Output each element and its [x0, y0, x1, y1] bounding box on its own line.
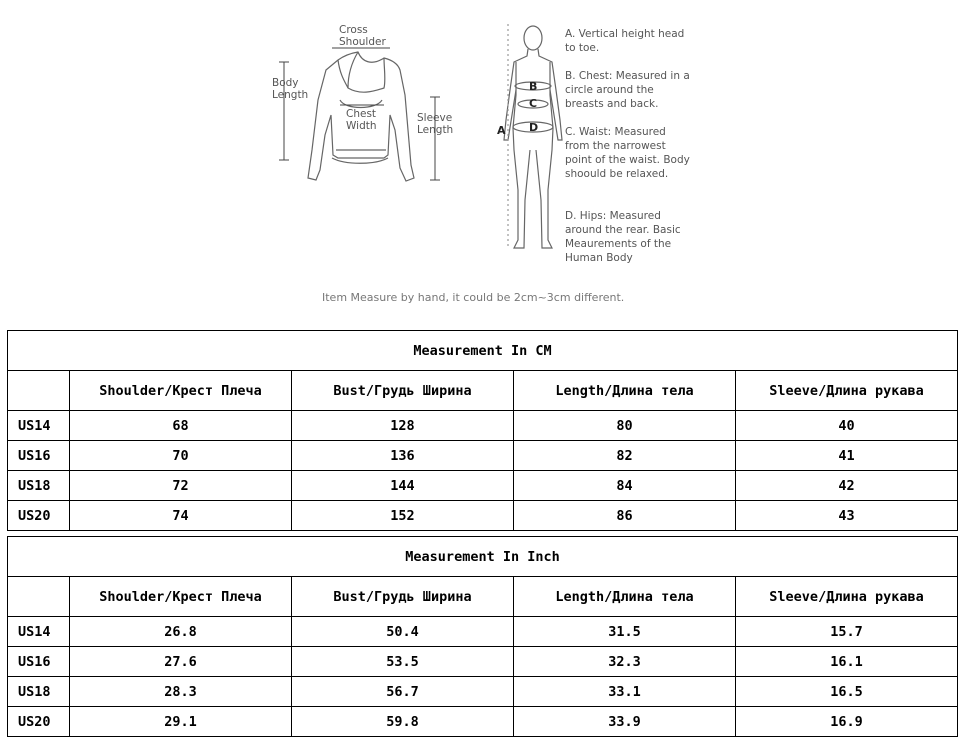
size-header-cell	[8, 371, 70, 411]
measure-note: Item Measure by hand, it could be 2cm~3cm different.	[322, 291, 625, 304]
length-value: 80	[514, 411, 736, 441]
shoulder-value: 74	[70, 501, 292, 531]
sleeve-value: 15.7	[736, 617, 958, 647]
length-value: 33.1	[514, 677, 736, 707]
table-row	[8, 647, 958, 677]
sleeve-value: 40	[736, 411, 958, 441]
cm-size-table	[7, 330, 958, 531]
bust-value: 59.8	[292, 707, 514, 737]
table-row	[8, 471, 958, 501]
shoulder-value: 26.8	[70, 617, 292, 647]
col-shoulder: Shoulder/Крест Плеча	[70, 577, 292, 617]
cross-shoulder-label: Cross Shoulder	[339, 24, 386, 48]
body-length-label: Body Length	[272, 77, 309, 101]
col-shoulder: Shoulder/Крест Плеча	[70, 371, 292, 411]
inch-size-table	[7, 536, 958, 737]
col-sleeve: Sleeve/Длина рукава	[736, 577, 958, 617]
note-b: B. Chest: Measured in a circle around the breasts and back.	[565, 70, 690, 110]
length-value: 84	[514, 471, 736, 501]
cm-table-title: Measurement In CM	[8, 331, 958, 371]
inch-header-row	[8, 577, 958, 617]
shoulder-value: 27.6	[70, 647, 292, 677]
bust-value: 152	[292, 501, 514, 531]
length-value: 31.5	[514, 617, 736, 647]
sleeve-value: 16.1	[736, 647, 958, 677]
length-value: 86	[514, 501, 736, 531]
shoulder-value: 29.1	[70, 707, 292, 737]
length-value: 82	[514, 441, 736, 471]
size-header-cell	[8, 577, 70, 617]
size-label: US14	[8, 411, 70, 441]
note-a: A. Vertical height head to toe.	[565, 28, 685, 54]
table-row	[8, 707, 958, 737]
col-sleeve: Sleeve/Длина рукава	[736, 371, 958, 411]
bust-value: 50.4	[292, 617, 514, 647]
letter-c: C	[529, 97, 538, 110]
size-label: US18	[8, 677, 70, 707]
letter-b: B	[529, 80, 538, 93]
bust-value: 56.7	[292, 677, 514, 707]
sleeve-value: 41	[736, 441, 958, 471]
diagram-illustration	[0, 0, 962, 326]
human-figure-drawing	[504, 24, 562, 248]
length-value: 33.9	[514, 707, 736, 737]
table-row	[8, 441, 958, 471]
note-c: C. Waist: Measured from the narrowest point of the waist. Body shoould be relaxed.	[565, 126, 690, 180]
letter-d: D	[529, 121, 539, 134]
shoulder-value: 28.3	[70, 677, 292, 707]
col-length: Length/Длина тела	[514, 371, 736, 411]
table-row	[8, 411, 958, 441]
size-label: US18	[8, 471, 70, 501]
col-length: Length/Длина тела	[514, 577, 736, 617]
bust-value: 128	[292, 411, 514, 441]
size-label: US16	[8, 647, 70, 677]
measurement-diagram	[0, 0, 962, 326]
letter-a: A	[497, 124, 506, 137]
table-row	[8, 501, 958, 531]
sleeve-value: 43	[736, 501, 958, 531]
cm-header-row	[8, 371, 958, 411]
size-label: US16	[8, 441, 70, 471]
size-label: US20	[8, 501, 70, 531]
table-row	[8, 677, 958, 707]
chest-width-label: Chest Width	[346, 108, 377, 132]
bust-value: 136	[292, 441, 514, 471]
sleeve-value: 16.5	[736, 677, 958, 707]
note-d: D. Hips: Measured around the rear. Basic Meaurements of the Human Body	[565, 210, 681, 264]
shoulder-value: 72	[70, 471, 292, 501]
shoulder-value: 70	[70, 441, 292, 471]
sleeve-value: 16.9	[736, 707, 958, 737]
bust-value: 53.5	[292, 647, 514, 677]
inch-table-title: Measurement In Inch	[8, 537, 958, 577]
col-bust: Bust/Грудь Ширина	[292, 371, 514, 411]
size-label: US14	[8, 617, 70, 647]
bust-value: 144	[292, 471, 514, 501]
sleeve-value: 42	[736, 471, 958, 501]
sleeve-length-label: Sleeve Length	[417, 112, 454, 136]
shoulder-value: 68	[70, 411, 292, 441]
col-bust: Bust/Грудь Ширина	[292, 577, 514, 617]
size-label: US20	[8, 707, 70, 737]
length-value: 32.3	[514, 647, 736, 677]
table-row	[8, 617, 958, 647]
